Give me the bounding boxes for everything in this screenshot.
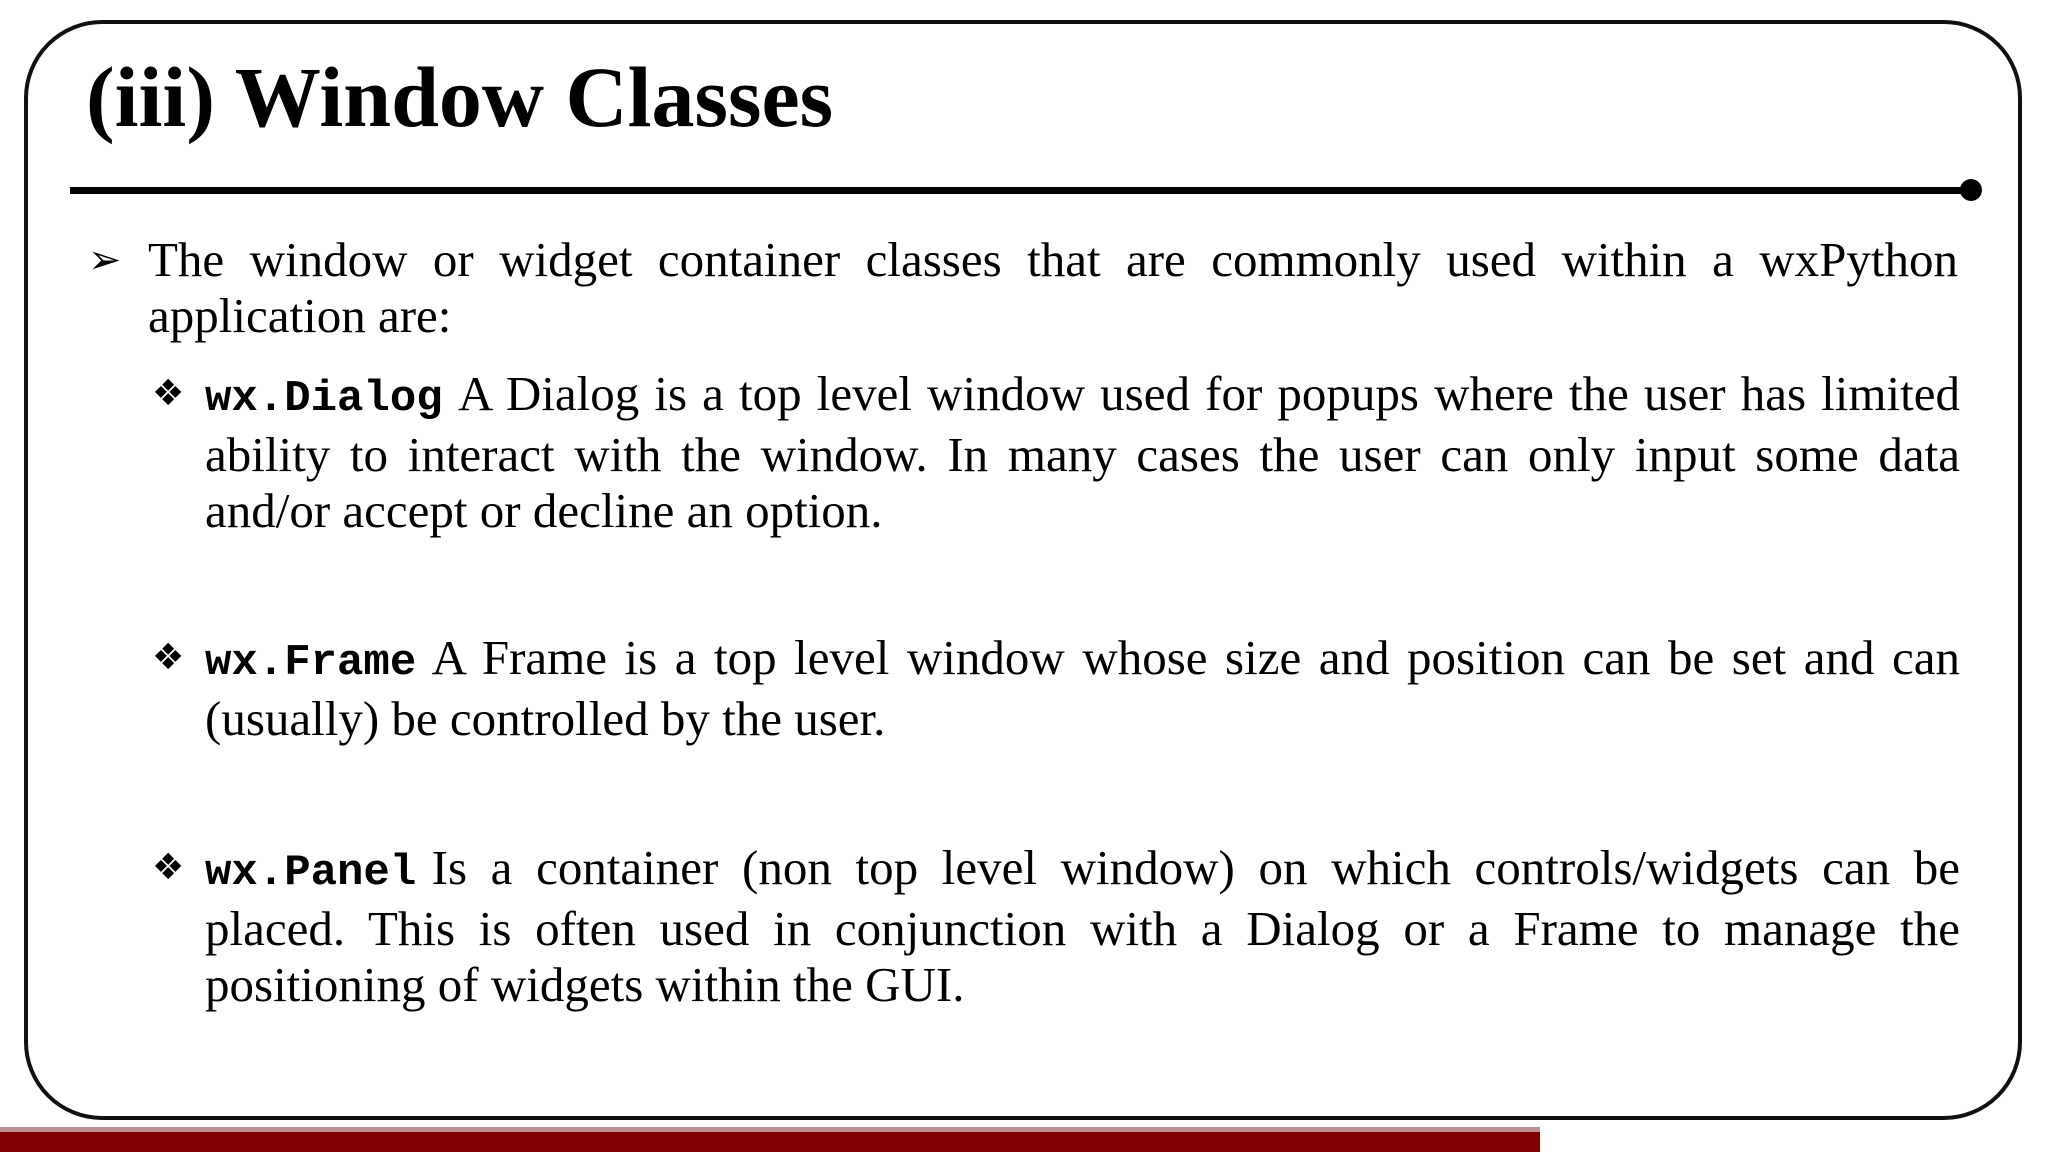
title-divider [70, 187, 1970, 194]
sub-item-dialog [152, 366, 1960, 539]
diamond-bullet-icon: ❖ [152, 637, 185, 678]
description-frame: A Frame is a top level window whose size and position can be set and can (usually) be controlled by the user. [205, 630, 1960, 746]
class-name-dialog: wx.Dialog [205, 374, 443, 424]
bottom-accent-bar [0, 1132, 1540, 1152]
class-name-frame: wx.Frame [205, 638, 417, 688]
slide-title: (iii) Window Classes [86, 49, 834, 145]
intro-bullet-item [88, 232, 1958, 344]
class-name-panel: wx.Panel [205, 848, 417, 898]
description-panel: Is a container (non top level window) on which controls/widgets can be placed. This is often used in conjunction with a Dialog or a Frame to manage the positioning of widgets within the GUI. [205, 840, 1960, 1012]
arrow-bullet-icon: ➢ [88, 237, 122, 282]
diamond-bullet-icon: ❖ [152, 847, 185, 888]
description-dialog: A Dialog is a top level window used for popups where the user has limited ability to interact with the window. In many cases the user can only input some data and/or accept or decline an option. [205, 366, 1960, 538]
diamond-bullet-icon: ❖ [152, 373, 185, 414]
sub-item-frame [152, 630, 1960, 747]
intro-text: The window or widget container classes that are commonly used within a wxPython application are: [148, 232, 1958, 343]
sub-item-panel [152, 840, 1960, 1013]
divider-end-dot [1960, 179, 1982, 201]
